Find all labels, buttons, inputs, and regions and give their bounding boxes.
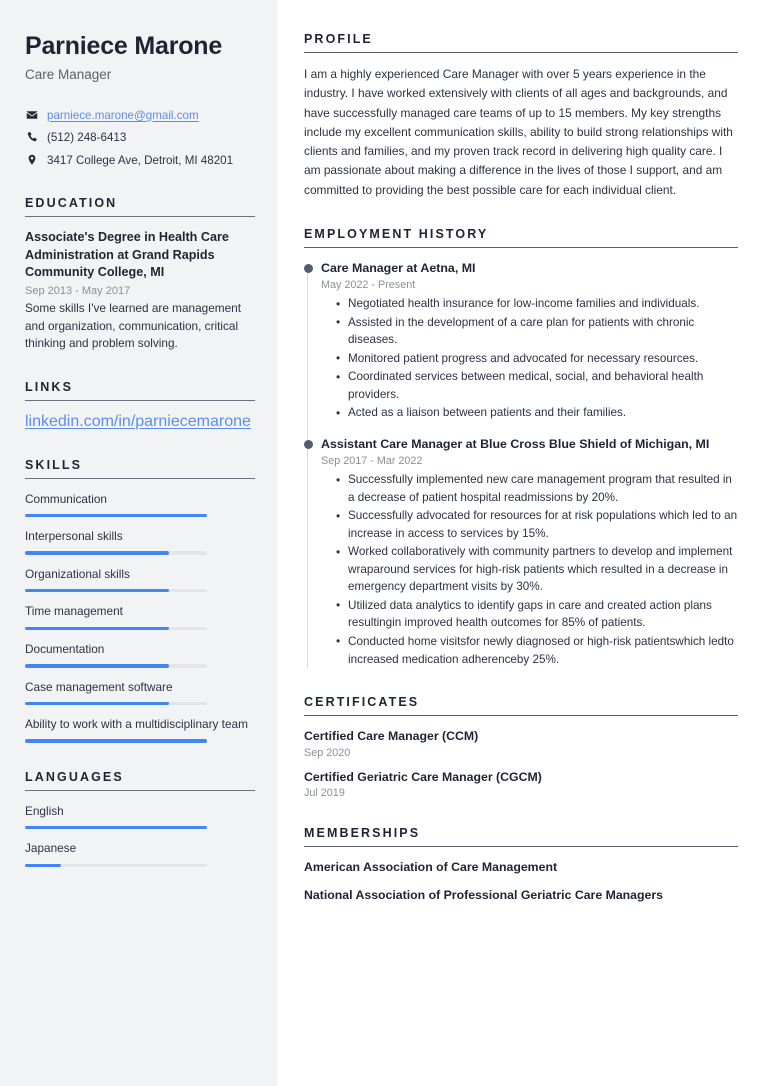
skill-level-bar (25, 702, 207, 706)
skill-level-bar (25, 589, 207, 593)
education-description: Some skills I've learned are management and organization, communication, critical thinking and problem solving. (25, 301, 242, 351)
languages-list (25, 803, 255, 867)
skill-item (25, 528, 255, 555)
education-item (25, 229, 255, 353)
skill-item (25, 679, 255, 706)
section-profile-heading: PROFILE (304, 32, 373, 46)
skill-item (25, 566, 255, 593)
skill-level-bar (25, 627, 207, 631)
main-column (277, 0, 768, 1086)
skill-item (25, 716, 255, 743)
job-bullet: • Monitored patient progress and advocated for necessary resources. (348, 350, 738, 368)
contact-email-link[interactable]: parniece.marone@gmail.com (47, 108, 199, 122)
skill-label: Interpersonal skills (25, 529, 123, 544)
contact-phone (25, 130, 255, 146)
section-divider (25, 478, 255, 479)
profile-text: I am a highly experienced Care Manager with over 5 years experience in the industry. I have worked extensively with clients of all ages and backgrounds, and have successfully managed care teams of up to 15 members. My key strengths include my excellent communication skills, ability to build strong relationships with clients and families, and my proven track record in delivering high quality care. I am passionate about making a difference in the lives of those I support, and am committed to providing the best possible care for each individual client. (304, 67, 733, 197)
certificate-title: Certified Geriatric Care Manager (CGCM) (304, 769, 542, 784)
skill-level-bar (25, 739, 207, 743)
certificate-date: Sep 2020 (304, 746, 351, 759)
section-memberships-heading: MEMBERSHIPS (304, 826, 421, 841)
skill-label: Organizational skills (25, 566, 130, 581)
skill-level-fill (25, 702, 169, 706)
skill-level-fill (25, 664, 169, 668)
section-employment-heading: EMPLOYMENT HISTORY (304, 226, 489, 241)
phone-icon (25, 131, 38, 143)
job-bullet: • Assisted in the development of a care plan for patients with chronic diseases. (348, 314, 738, 349)
section-education-heading: EDUCATION (25, 195, 118, 210)
job-title: Care Manager at Aetna, MI (321, 260, 476, 275)
skill-level-fill (25, 589, 169, 593)
certificate-date: Jul 2019 (304, 787, 345, 800)
employment-timeline (304, 260, 738, 668)
contact-phone-text: (512) 248-6413 (47, 131, 127, 145)
skill-label: Documentation (25, 642, 105, 657)
contact-email[interactable] (25, 108, 255, 124)
timeline-dot-icon (304, 440, 313, 449)
job-entry (321, 436, 738, 668)
section-languages-heading: LANGUAGES (25, 769, 124, 784)
skill-level-bar (25, 514, 207, 518)
section-memberships (304, 826, 738, 903)
language-item (25, 840, 255, 867)
skill-level-fill (25, 551, 169, 555)
certificate-item (304, 769, 738, 800)
timeline-dot-icon (304, 264, 313, 273)
section-profile (304, 32, 738, 200)
language-label: Japanese (25, 841, 77, 856)
job-bullet: • Successfully advocated for resources for at risk populations which led to an increase in access to services by 15%. (348, 507, 738, 542)
skill-label: Time management (25, 604, 123, 619)
skill-level-fill (25, 739, 207, 743)
language-level-fill (25, 826, 207, 830)
certificate-item (304, 728, 738, 759)
skill-level-bar (25, 551, 207, 555)
section-skills-heading: SKILLS (25, 457, 83, 472)
job-bullet: • Negotiated health insurance for low-income families and individuals. (348, 295, 738, 313)
location-pin-icon (25, 154, 38, 166)
memberships-list (304, 859, 738, 903)
certificates-list (304, 728, 738, 799)
job-bullet: • Acted as a liaison between patients and their families. (348, 404, 738, 422)
job-date: Sep 2017 - Mar 2022 (321, 455, 423, 468)
skill-label: Ability to work with a multidisciplinary team (25, 717, 248, 732)
job-bullet: • Conducted home visitsfor newly diagnosed or high-risk patientswhich ledto increased medication adherenceby 25%. (348, 633, 738, 668)
section-divider (304, 846, 738, 847)
section-languages (25, 770, 255, 867)
job-entry (321, 260, 738, 422)
section-divider (25, 400, 255, 401)
job-bullet: • Worked collaboratively with community partners to develop and implement wraparound services for high-risk patients which resulted in a decrease in emergency department visits by 30%. (348, 543, 738, 596)
job-bullet-list (321, 295, 738, 422)
section-divider (25, 790, 255, 791)
job-bullet: • Coordinated services between medical, social, and behavioral health providers. (348, 368, 738, 403)
section-skills (25, 458, 255, 743)
language-level-fill (25, 864, 61, 868)
candidate-name: Parniece Marone (25, 32, 223, 60)
skill-label: Case management software (25, 679, 173, 694)
skill-item (25, 603, 255, 630)
contact-address-text: 3417 College Ave, Detroit, MI 48201 (47, 154, 234, 168)
language-item (25, 803, 255, 830)
candidate-job-title: Care Manager (25, 66, 112, 82)
section-divider (304, 52, 738, 53)
section-employment (304, 227, 738, 668)
skill-level-bar (25, 664, 207, 668)
links-list (25, 413, 255, 431)
education-title: Associate's Degree in Health Care Administration at Grand Rapids Community College, MI (25, 229, 229, 280)
language-level-bar (25, 826, 207, 830)
skill-item (25, 491, 255, 518)
education-date: Sep 2013 - May 2017 (25, 285, 131, 298)
job-bullet: • Utilized data analytics to identify gaps in care and created action plans resultingin improved health outcomes for 85% of patients. (348, 597, 738, 632)
contact-list (25, 108, 255, 169)
skill-item (25, 641, 255, 668)
section-certificates-heading: CERTIFICATES (304, 695, 420, 710)
section-divider (304, 247, 738, 248)
contact-address (25, 153, 255, 169)
job-date: May 2022 - Present (321, 279, 416, 292)
skill-level-fill (25, 627, 169, 631)
skills-list (25, 491, 255, 743)
membership-item: American Association of Care Management (304, 860, 558, 875)
section-links-heading: LINKS (25, 379, 73, 394)
section-links (25, 380, 255, 431)
skill-label: Communication (25, 491, 107, 506)
certificate-title: Certified Care Manager (CCM) (304, 729, 479, 744)
job-title: Assistant Care Manager at Blue Cross Blue Shield of Michigan, MI (321, 436, 710, 451)
envelope-icon (25, 109, 38, 121)
section-certificates (304, 695, 738, 799)
skill-level-fill (25, 514, 207, 518)
section-divider (25, 216, 255, 217)
membership-item: National Association of Professional Geriatric Care Managers (304, 887, 663, 902)
sidebar (0, 0, 277, 1086)
language-level-bar (25, 864, 207, 868)
section-divider (304, 715, 738, 716)
job-bullet-list (321, 471, 738, 668)
job-bullet: • Successfully implemented new care management program that resulted in a decrease of patient hospital readmissions by 20%. (348, 471, 738, 506)
language-label: English (25, 803, 64, 818)
section-education (25, 196, 255, 353)
linkedin-link[interactable]: linkedin.com/in/parniecemarone (25, 412, 251, 430)
